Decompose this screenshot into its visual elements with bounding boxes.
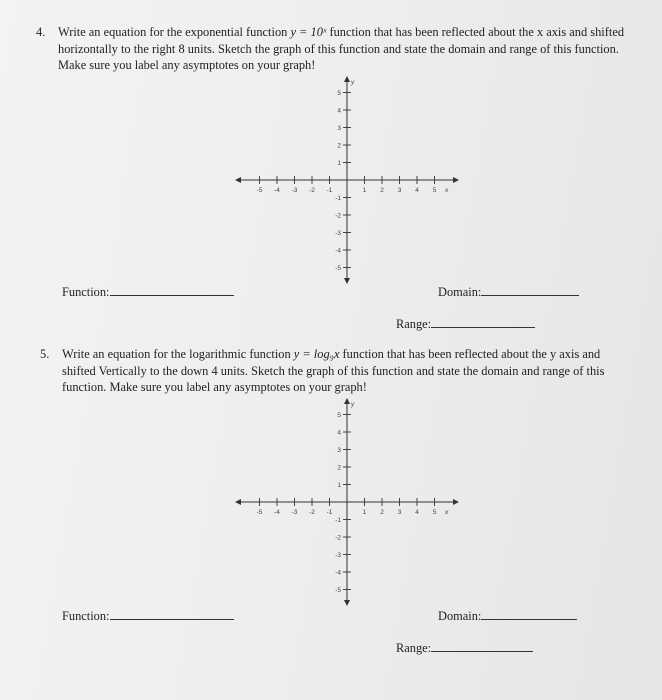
- range-answer-5: [396, 640, 533, 656]
- y-tick-label: -5: [335, 586, 341, 594]
- y-tick-label: -1: [335, 516, 341, 524]
- problem-number: 5.: [40, 347, 50, 361]
- problem-text: Write an equation for the exponential function y = 10ˣ function that has been reflected about the x axis and shifted horizontally to the right 8 units. Sketch the graph of this function and state the domain and range of this function. Make sure you label any asymptotes on your graph!: [58, 25, 625, 72]
- y-axis-arrow: [344, 278, 350, 284]
- domain-answer-5: [438, 608, 577, 624]
- x-tick-label: -1: [326, 187, 333, 194]
- x-tick-label: 1: [362, 509, 367, 516]
- y-tick-label: 5: [337, 411, 341, 419]
- y-axis-label: y: [351, 401, 355, 408]
- x-tick-label: -5: [256, 187, 263, 194]
- range-blank[interactable]: [431, 640, 533, 652]
- domain-answer-4: [438, 284, 579, 300]
- y-tick-label: 3: [337, 446, 341, 454]
- x-tick-label: -3: [291, 187, 298, 194]
- coordinate-grid-problem-4[interactable]: [232, 72, 464, 288]
- x-tick-label: -2: [309, 187, 315, 194]
- x-tick-label: -4: [274, 509, 280, 516]
- y-axis-arrow: [344, 398, 350, 404]
- y-tick-label: 2: [337, 142, 341, 150]
- range-blank[interactable]: [431, 316, 535, 328]
- x-tick-label: -1: [326, 509, 333, 516]
- y-tick-label: 3: [337, 124, 341, 132]
- x-tick-label: 3: [397, 187, 402, 194]
- function-math: y = 10ˣ: [290, 25, 327, 39]
- y-tick-label: -4: [335, 569, 341, 577]
- x-axis-label: x: [445, 187, 449, 194]
- y-tick-label: -3: [335, 551, 341, 559]
- domain-blank[interactable]: [481, 608, 577, 620]
- x-tick-label: 5: [432, 187, 437, 194]
- x-tick-label: 2: [380, 509, 384, 516]
- function-math: y = log₉x: [293, 347, 340, 361]
- x-axis-arrow: [453, 177, 459, 183]
- x-tick-label: 3: [397, 509, 402, 516]
- y-tick-label: 1: [337, 159, 341, 167]
- y-tick-label: -2: [335, 534, 341, 542]
- range-answer-4: [396, 316, 535, 332]
- range-label: Range:: [396, 641, 432, 655]
- x-tick-label: 4: [415, 187, 419, 194]
- x-tick-label: -5: [256, 509, 263, 516]
- x-axis-arrow: [235, 499, 241, 505]
- function-label: Function:: [62, 285, 110, 299]
- problem-number: 4.: [36, 25, 46, 39]
- function-blank[interactable]: [110, 284, 234, 296]
- y-axis-arrow: [344, 76, 350, 82]
- range-label: Range:: [396, 317, 432, 331]
- y-tick-label: 4: [337, 107, 341, 115]
- x-axis-arrow: [453, 499, 459, 505]
- function-label: Function:: [62, 609, 110, 623]
- y-tick-label: 2: [337, 464, 341, 472]
- y-tick-label: -5: [335, 264, 341, 272]
- function-answer-4: [62, 284, 234, 300]
- domain-label: Domain:: [438, 285, 482, 299]
- y-tick-label: -4: [335, 247, 341, 255]
- y-axis-label: y: [351, 79, 355, 86]
- x-tick-label: 2: [380, 187, 384, 194]
- function-answer-5: [62, 608, 234, 624]
- x-tick-label: 1: [362, 187, 367, 194]
- y-tick-label: -3: [335, 229, 341, 237]
- x-tick-label: -2: [309, 509, 315, 516]
- x-tick-label: 5: [432, 509, 437, 516]
- y-axis-arrow: [344, 600, 350, 606]
- x-axis-arrow: [235, 177, 241, 183]
- x-tick-label: -3: [291, 509, 298, 516]
- x-tick-label: 4: [415, 509, 419, 516]
- y-tick-label: -1: [335, 194, 341, 202]
- x-axis-label: x: [445, 509, 449, 516]
- x-tick-label: -4: [274, 187, 280, 194]
- problem-text: Write an equation for the logarithmic function y = log₉x function that has been reflected about the y axis and shifted Vertically to the down 4 units. Sketch the graph of this function and state the domain and range of this function. Make sure you label any asymptotes on your graph!: [62, 347, 605, 394]
- y-tick-label: 1: [337, 481, 341, 489]
- domain-label: Domain:: [438, 609, 482, 623]
- y-tick-label: 4: [337, 429, 341, 437]
- y-tick-label: -2: [335, 212, 341, 220]
- domain-blank[interactable]: [481, 284, 579, 296]
- coordinate-grid-problem-5[interactable]: [232, 394, 464, 610]
- function-blank[interactable]: [110, 608, 234, 620]
- y-tick-label: 5: [337, 89, 341, 97]
